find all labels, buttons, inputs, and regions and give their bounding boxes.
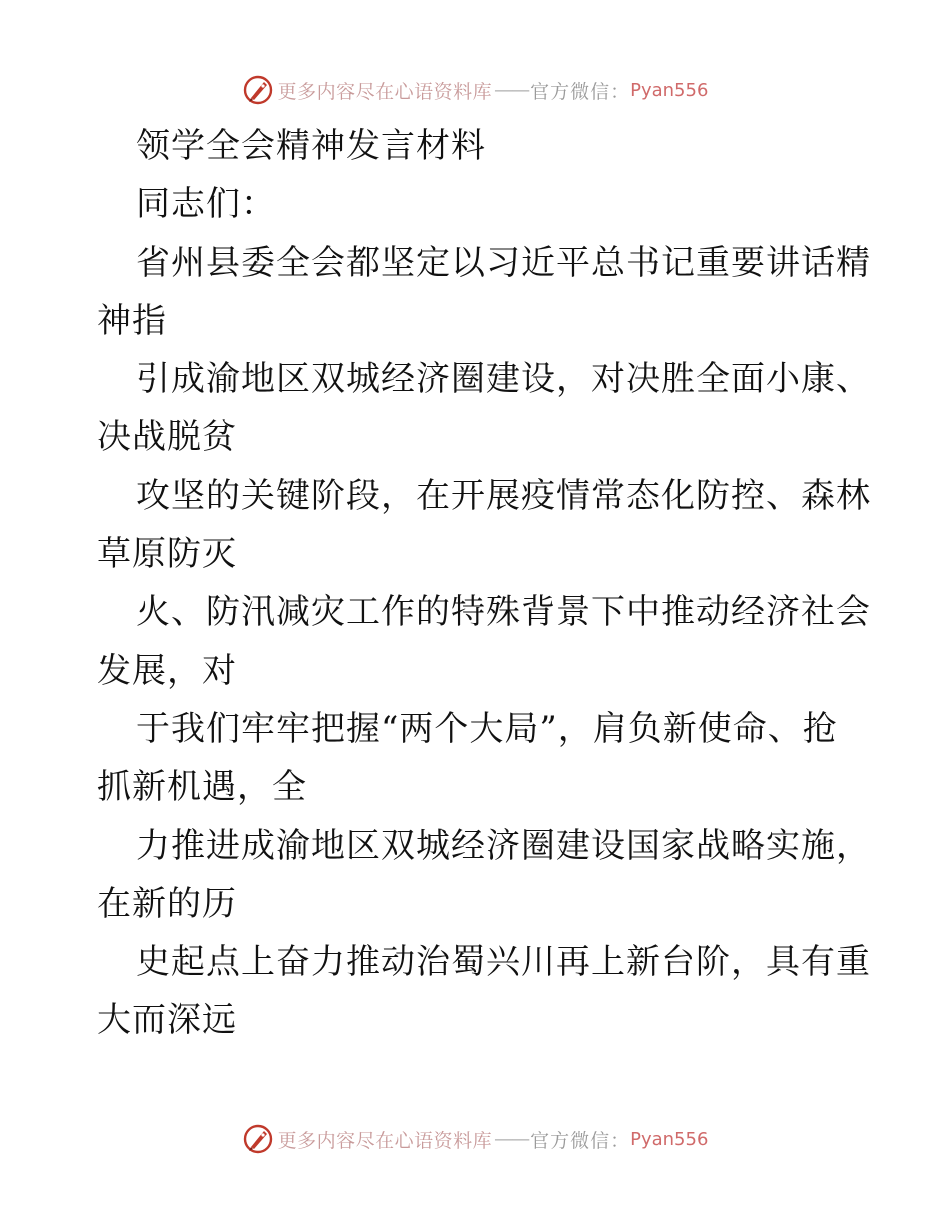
watermark-official-label: 官方微信： [530, 1129, 631, 1152]
watermark-dash: —— [494, 1128, 529, 1150]
paragraph-line: 发展，对 [97, 650, 237, 691]
watermark-dash: —— [494, 79, 529, 101]
watermark-wechat-id: Pyan556 [630, 79, 709, 101]
paragraph-line: 史起点上奋力推动治蜀兴川再上新台阶，具有重 [136, 942, 871, 983]
document-salutation: 同志们： [136, 184, 276, 225]
watermark-header [0, 70, 950, 110]
quill-pen-logo-icon [242, 1123, 274, 1155]
watermark-brand: 更多内容尽在心语资料库 [277, 80, 493, 103]
paragraph-line: 草原防灭 [97, 534, 237, 575]
quill-pen-logo-icon [242, 74, 274, 106]
document-body [97, 117, 871, 1050]
watermark-wechat-id: Pyan556 [630, 1128, 709, 1150]
paragraph-line: 省州县委全会都坚定以习近平总书记重要讲话精 [136, 242, 871, 283]
paragraph-line: 神指 [97, 300, 167, 341]
paragraph-line: 决战脱贫 [97, 417, 237, 458]
paragraph-line: 火、防汛减灾工作的特殊背景下中推动经济社会 [136, 592, 871, 633]
paragraph-line: 攻坚的关键阶段，在开展疫情常态化防控、森林 [136, 475, 871, 516]
paragraph-line: 抓新机遇，全 [97, 767, 307, 808]
watermark-brand: 更多内容尽在心语资料库 [277, 1129, 493, 1152]
paragraph-line: 引成渝地区双城经济圈建设，对决胜全面小康、 [136, 359, 871, 400]
paragraph-line: 大而深远 [97, 1000, 237, 1041]
paragraph-line: 于我们牢牢把握“两个大局”，肩负新使命、抢 [136, 708, 838, 749]
paragraph-line: 力推进成渝地区双城经济圈建设国家战略实施， [136, 825, 871, 866]
document-title: 领学全会精神发言材料 [136, 126, 486, 166]
watermark-official-label: 官方微信： [530, 80, 631, 103]
paragraph-line: 在新的历 [97, 883, 237, 924]
watermark-footer [0, 1119, 950, 1159]
